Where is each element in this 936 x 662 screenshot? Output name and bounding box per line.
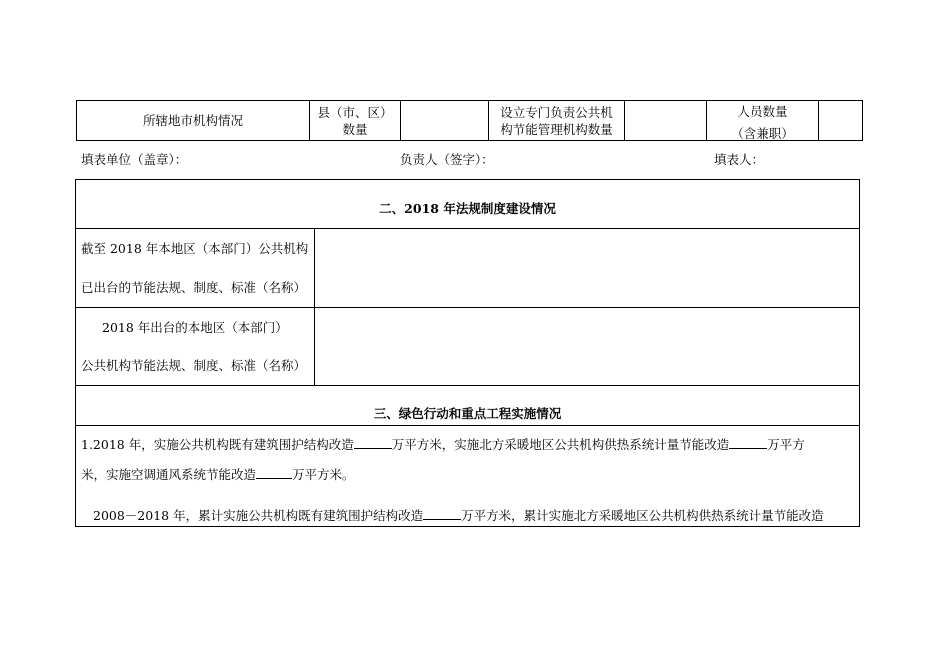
mgmt-agency-label-line2: 构节能管理机构数量 <box>500 121 613 137</box>
section2-title: 二、2018 年法规制度建设情况 <box>379 201 556 216</box>
institution-label-cell <box>77 101 310 141</box>
existing-regulations-input[interactable] <box>316 230 856 306</box>
county-count-label-line1: 县（市、区） <box>317 104 393 120</box>
institution-label: 所辖地市机构情况 <box>142 113 243 128</box>
p2-text-a: 2008－2018 年，累计实施公共机构既有建筑围护结构改造 <box>93 508 424 523</box>
filler-label: 填表人： <box>714 152 765 167</box>
divider <box>76 385 859 386</box>
county-count-label-line2: 数量 <box>342 121 368 137</box>
staff-count-value-cell[interactable] <box>819 101 863 141</box>
divider <box>76 425 859 426</box>
green-action-paragraph-2 <box>93 501 858 531</box>
p1-text-b: 万平方米，实施北方采暖地区公共机构供热系统计量节能改造 <box>391 437 730 452</box>
new-regulations-input[interactable] <box>316 309 856 384</box>
institution-table <box>76 100 863 141</box>
p2-text-b: 万平方米，累计实施北方采暖地区公共机构供热系统计量节能改造 <box>461 508 824 523</box>
staff-count-label-cell <box>707 101 819 141</box>
existing-regulations-label-line1: 截至 2018 年本地区（本部门）公共机构 <box>81 241 309 256</box>
envelope-retrofit-blank[interactable] <box>354 436 392 449</box>
p1-text-a: 1.2018 年，实施公共机构既有建筑围护结构改造 <box>81 437 354 452</box>
staff-count-label-line1: 人员数量 <box>737 104 788 119</box>
green-action-paragraph-1 <box>81 430 856 490</box>
mgmt-agency-value-cell[interactable] <box>625 101 707 141</box>
mgmt-agency-label-cell <box>489 101 625 141</box>
hvac-retrofit-blank[interactable] <box>256 466 292 479</box>
heating-metering-blank[interactable] <box>729 436 767 449</box>
responsible-person-label: 负责人（签字）： <box>400 152 494 167</box>
county-count-value-cell[interactable] <box>401 101 489 141</box>
p1-text-d: 米，实施空调通风系统节能改造 <box>81 467 257 482</box>
p1-text-e: 万平方米。 <box>292 467 355 482</box>
divider <box>76 228 859 229</box>
mgmt-agency-label-line1: 设立专门负责公共机 <box>500 104 613 120</box>
new-regulations-label-line1: 2018 年出台的本地区（本部门） <box>102 320 288 335</box>
fill-unit-label: 填表单位（盖章）： <box>81 152 188 167</box>
section3-title: 三、绿色行动和重点工程实施情况 <box>373 406 562 421</box>
cumulative-envelope-blank[interactable] <box>423 507 461 520</box>
staff-count-label-line2: （含兼职） <box>731 126 794 140</box>
p1-text-c: 万平方 <box>767 437 805 452</box>
new-regulations-label-line2: 公共机构节能法规、制度、标准（名称） <box>81 358 307 373</box>
divider <box>76 307 859 308</box>
existing-regulations-label-line2: 已出台的节能法规、制度、标准（名称） <box>81 280 307 295</box>
report-form <box>75 179 860 527</box>
county-count-label-cell <box>310 101 401 141</box>
